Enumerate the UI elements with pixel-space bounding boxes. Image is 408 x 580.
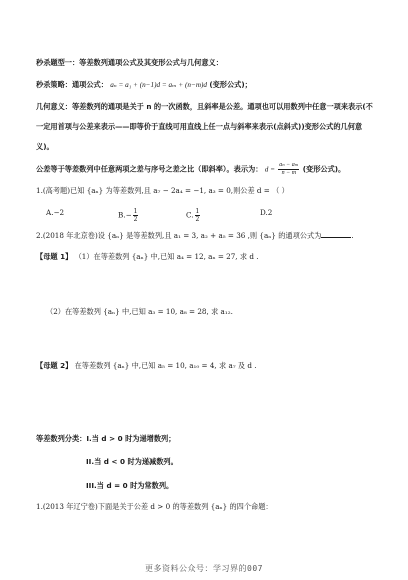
ratio-line <box>36 162 345 177</box>
strategy-tail: (变形公式)； <box>209 80 252 89</box>
q1-option-d: D.2 <box>260 208 273 217</box>
ratio-tail: (变形公式)。 <box>302 164 346 174</box>
strategy-text: 通项公式： <box>71 80 108 89</box>
mother-1-part-2: （2）在等差数列 {aₙ} 中,已知 a₃ = 10, a₈ = 28, 求 a₁₂. <box>46 307 233 316</box>
q1-option-c-fraction <box>195 208 201 223</box>
question-2-text: 2.(2018 年北京卷)设 {aₙ} 是等差数列,且 a₁ = 3, a₂ + a₅ = 36 ,则 {aₙ} 的通项公式为 <box>36 231 322 240</box>
q1-option-c <box>186 208 201 223</box>
ratio-fraction <box>278 162 299 177</box>
q1-option-b <box>118 208 139 223</box>
footer-watermark: 更多资料公众号：学习界的007 <box>145 564 263 573</box>
answer-blank <box>321 237 351 238</box>
ratio-numerator: aₙ − aₘ <box>279 162 299 168</box>
mother-2 <box>36 361 257 371</box>
classification-i-text: I.当 d > 0 时为递增数列； <box>86 434 176 443</box>
ratio-d: d = <box>264 165 275 174</box>
classification-iii: III.当 d = 0 时为常数列。 <box>86 481 174 490</box>
meaning-line-3: 义)。 <box>36 142 54 151</box>
ratio-text: 公差等于等差数列中任意两项之差与序号之差之比（即斜率）。表示为： <box>36 164 263 174</box>
mother-2-text: 在等差数列 {aₙ} 中,已知 a₅ = 10, a₁₀ = 4, 求 a₇ 及 d . <box>74 361 257 370</box>
classification-i <box>36 434 175 444</box>
classification-label: 等差数列分类： <box>36 434 87 443</box>
q1-b-frac-den: 2 <box>133 216 138 223</box>
question-2-stem: 2.(2018 年北京卷)设 {aₙ} 是等差数列,且 a₁ = 3, a₂ + a₅ = 36 ,则 {aₙ} 的通项公式为 . <box>36 231 354 240</box>
mother-2-label: 【母题 2】 <box>36 361 73 370</box>
meaning-line-2: 一定用首项与公差来表示——即等价于直线可用直线上任一点与斜率来表示(点斜式))变形公式的几何意 <box>36 122 363 131</box>
mother-1-label: 【母题 1】 <box>36 252 73 261</box>
q1-c-frac-den: 2 <box>195 216 200 223</box>
last-question-stem: 1.(2013 年辽宁卷)下面是关于公差 d > 0 的等差数列 {aₙ} 的四个命题： <box>36 502 273 511</box>
q1-option-c-label: C. <box>186 210 194 220</box>
general-term-formula: aₙ = a₁ + (n−1)d = aₘ + (n−m)d <box>110 81 208 89</box>
mother-1-part-1 <box>36 252 259 262</box>
q1-b-frac-num: 1 <box>133 208 138 215</box>
strategy-line <box>36 80 252 90</box>
q1-c-frac-num: 1 <box>195 208 200 215</box>
ratio-denominator: n − m <box>281 170 297 176</box>
strategy-label: 秒杀策略： <box>36 80 72 89</box>
meaning-line-1: 几何意义：等差数列的通项是关于 n 的一次函数，且斜率是公差。通项也可以用数列中任意一项来表示(不 <box>36 102 373 111</box>
section-heading: 秒杀题型一：等差数列通项公式及其变形公式与几何意义： <box>36 58 223 67</box>
question-1-stem: 1.(高考题)已知 {aₙ} 为等差数列,且 a₇ − 2a₄ = −1, a₃ = 0,则公差 d = （ ） <box>36 186 289 195</box>
q1-option-b-label: B.− <box>118 210 132 220</box>
mother-1-part-1-text: （1）在等差数列 {aₙ} 中,已知 a₄ = 12, aₙ = 27, 求 d . <box>74 252 259 261</box>
q1-option-a: A.−2 <box>46 208 65 217</box>
q1-option-b-fraction <box>133 208 139 223</box>
classification-ii: II.当 d < 0 时为递减数列。 <box>86 457 178 466</box>
